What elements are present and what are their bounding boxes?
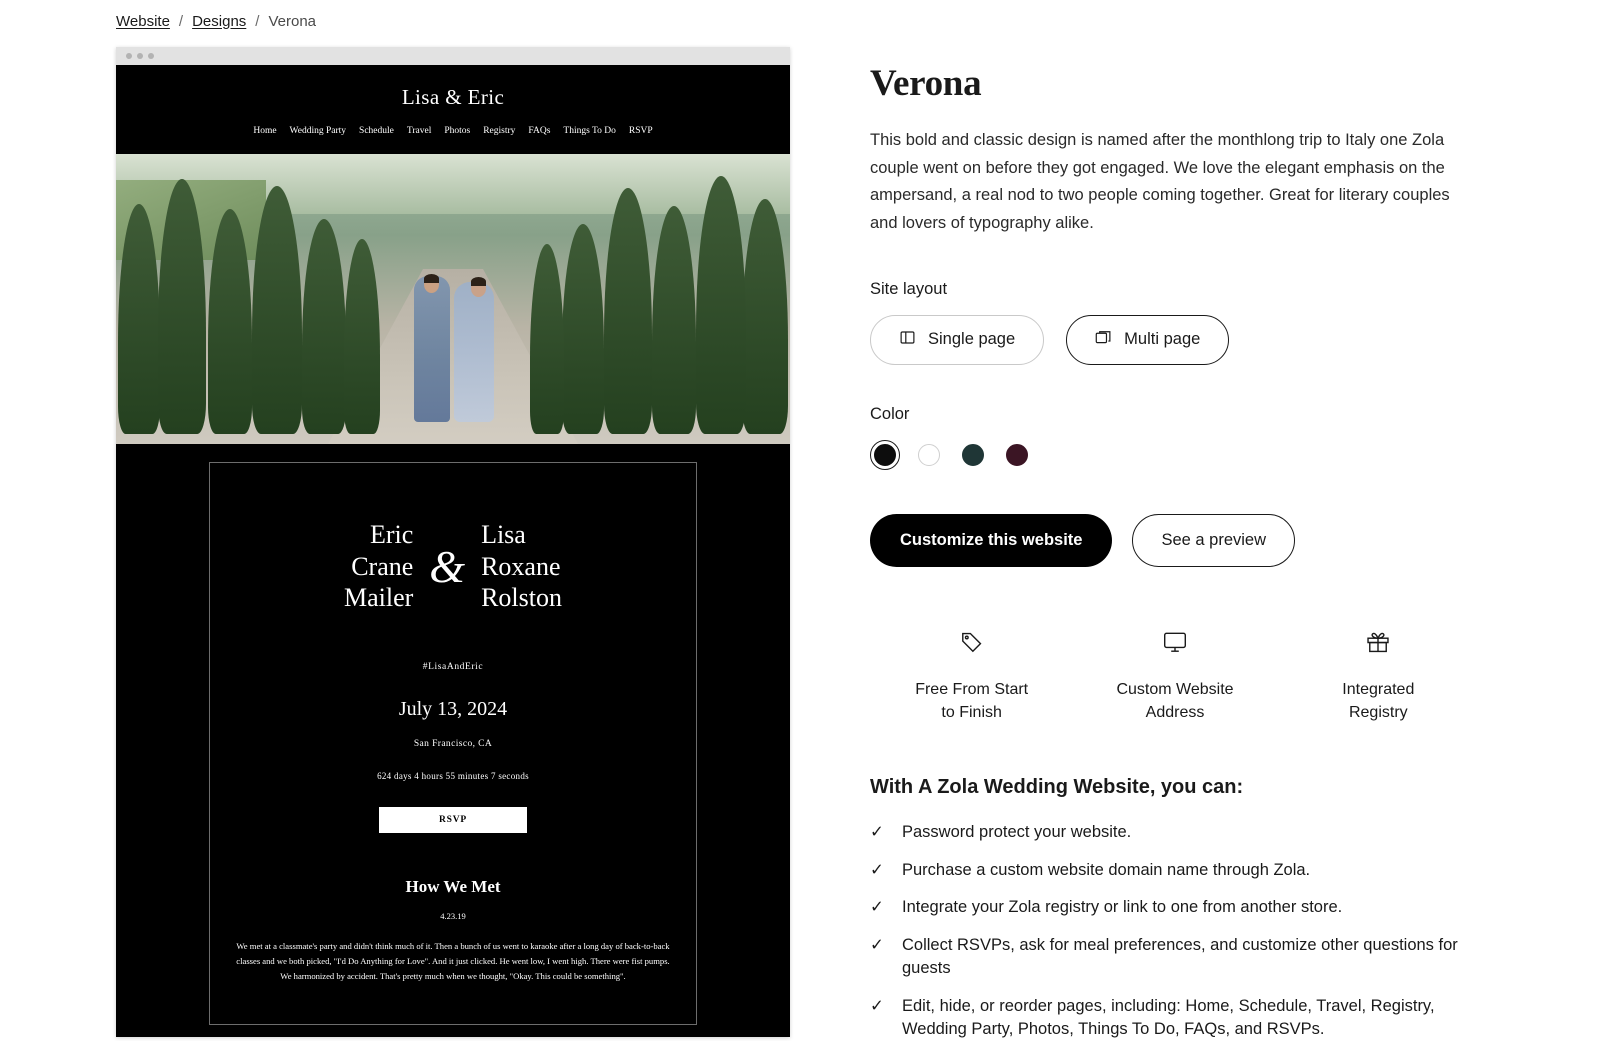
feature-label-line1: Free From Start — [915, 681, 1029, 699]
hero-tree — [652, 206, 696, 434]
benefit-item — [870, 896, 1480, 919]
invite-section-date: 4.23.19 — [440, 911, 466, 922]
feature-label-line1: Integrated — [1342, 681, 1415, 699]
feature-label-line1: Custom Website — [1116, 681, 1234, 699]
breadcrumb-separator: / — [255, 12, 260, 30]
preview-site-header — [116, 65, 790, 154]
see-preview-button[interactable]: See a preview — [1132, 514, 1295, 567]
benefit-text: Purchase a custom website domain name through Zola. — [902, 860, 1311, 879]
color-swatch-dark-teal[interactable] — [958, 440, 988, 470]
invite-date: July 13, 2024 — [398, 698, 508, 721]
layout-option-single-page[interactable] — [870, 315, 1044, 365]
preview-site-title: Lisa & Eric — [401, 85, 505, 109]
invite-hashtag: #LisaAndEric — [422, 662, 484, 673]
preview-site-nav — [116, 126, 790, 142]
hero-tree — [742, 199, 788, 434]
cta-row — [870, 514, 1480, 567]
invite-section-body: We met at a classmate's party and didn't think much of it. Then a bunch of us went to karaoke after a long day of back-to-back classes and we both picked, "I'd Do Anything for Love". And it just clicked. He went low, I went high. There were fist pumps. We harmonized by accident. That's pretty much when we thought, "Okay. This could be something". — [236, 941, 670, 982]
nav-item-photos[interactable]: Photos — [444, 126, 471, 136]
check-icon: ✓ — [870, 996, 884, 1015]
feature-free-from-start — [870, 629, 1073, 725]
nav-item-home[interactable]: Home — [253, 126, 277, 136]
check-icon: ✓ — [870, 860, 884, 879]
nav-item-faqs[interactable]: FAQs — [528, 126, 551, 136]
hero-tree — [302, 219, 346, 434]
breadcrumb-link-website[interactable]: Website — [116, 12, 170, 30]
hero-hair-left — [424, 274, 439, 283]
benefits-list — [870, 821, 1480, 1041]
benefit-text: Password protect your website. — [902, 823, 1132, 842]
layout-option-multi-page[interactable] — [1066, 315, 1229, 365]
single-page-icon — [899, 329, 916, 351]
website-preview[interactable] — [116, 47, 790, 1037]
breadcrumb — [0, 0, 1600, 34]
customize-website-button[interactable]: Customize this website — [870, 514, 1112, 567]
color-label: Color — [870, 404, 910, 423]
benefit-item — [870, 821, 1480, 844]
window-dot-close — [126, 53, 132, 59]
hero-tree — [252, 186, 302, 434]
preview-invite-section — [116, 444, 790, 1025]
color-swatch-plum[interactable] — [1002, 440, 1032, 470]
breadcrumb-link-designs[interactable]: Designs — [192, 12, 247, 30]
monitor-icon — [1073, 629, 1276, 662]
preview-rsvp-button[interactable]: RSVP — [379, 807, 527, 833]
benefit-text: Integrate your Zola registry or link to one from another store. — [902, 898, 1343, 917]
nav-item-things-to-do[interactable]: Things To Do — [563, 126, 616, 136]
benefits-title: With A Zola Wedding Website, you can: — [870, 776, 1244, 799]
hero-hair-right — [471, 277, 486, 286]
feature-label-line2: to Finish — [941, 704, 1002, 722]
feature-custom-website-address — [1073, 629, 1276, 725]
invite-name-left-line2: Crane — [351, 551, 414, 581]
benefit-text: Collect RSVPs, ask for meal preferences, and customize other questions for guests — [902, 935, 1458, 978]
invite-name-left — [344, 519, 413, 614]
invite-card — [209, 462, 697, 1025]
invite-name-left-line3: Mailer — [343, 583, 414, 613]
invite-ampersand: & — [429, 540, 466, 592]
color-swatches — [870, 440, 1480, 470]
features-row — [870, 629, 1480, 725]
hero-couple — [410, 272, 496, 422]
invite-location: San Francisco, CA — [413, 739, 493, 750]
hero-person-left — [414, 276, 450, 422]
content-area — [0, 34, 1600, 1041]
gift-icon — [1277, 629, 1480, 662]
color-swatch-white[interactable] — [914, 440, 944, 470]
invite-name-right-line1: Lisa — [481, 520, 526, 549]
design-description: This bold and classic design is named after the monthlong trip to Italy one Zola couple went on before they got engaged. We love the elegant emphasis on the ampersand, a real nod to two people coming together. Great for literary couples and lovers of typography alike. — [870, 131, 1450, 233]
invite-name-right-line3: Rolston — [481, 583, 562, 613]
breadcrumb-current: Verona — [268, 12, 317, 30]
breadcrumb-separator: / — [178, 12, 184, 30]
multi-page-icon — [1095, 329, 1112, 351]
nav-item-rsvp[interactable]: RSVP — [628, 126, 653, 136]
hero-tree — [344, 239, 380, 434]
preview-hero-photo — [116, 154, 790, 444]
check-icon: ✓ — [870, 898, 884, 917]
layout-option-single-page-label: Single page — [928, 330, 1016, 349]
window-dot-minimize — [137, 53, 143, 59]
preview-column — [0, 34, 790, 1041]
feature-label-line2: Registry — [1348, 704, 1408, 722]
hero-tree — [604, 188, 652, 434]
nav-item-schedule[interactable]: Schedule — [359, 126, 394, 136]
invite-name-left-line1: Eric — [369, 520, 414, 549]
invite-section-title: How We Met — [405, 877, 501, 897]
benefit-item — [870, 934, 1480, 981]
hero-person-right — [454, 282, 494, 422]
browser-chrome-bar — [116, 47, 790, 65]
nav-item-travel[interactable]: Travel — [406, 126, 432, 136]
site-layout-label: Site layout — [870, 279, 948, 298]
color-swatch-black[interactable] — [870, 440, 900, 470]
hero-tree — [562, 224, 604, 434]
invite-countdown: 624 days 4 hours 55 minutes 7 seconds — [377, 771, 529, 782]
check-icon: ✓ — [870, 935, 884, 954]
hero-tree — [530, 244, 564, 434]
invite-name-right-line2: Roxane — [481, 551, 561, 581]
layout-option-multi-page-label: Multi page — [1124, 330, 1201, 349]
invite-name-right — [481, 519, 562, 614]
hero-tree — [696, 176, 746, 434]
tag-icon — [870, 629, 1073, 662]
window-dot-maximize — [148, 53, 154, 59]
detail-column — [790, 34, 1600, 1041]
benefit-item — [870, 995, 1480, 1041]
nav-item-registry[interactable]: Registry — [483, 126, 516, 136]
nav-item-wedding-party[interactable]: Wedding Party — [289, 126, 347, 136]
benefit-item — [870, 859, 1480, 882]
check-icon: ✓ — [870, 823, 884, 842]
invite-names — [210, 519, 696, 614]
feature-integrated-registry — [1277, 629, 1480, 725]
site-layout-options — [870, 315, 1480, 365]
feature-label-line2: Address — [1145, 704, 1205, 722]
benefit-text: Edit, hide, or reorder pages, including: Home, Schedule, Travel, Registry, Wedding Party, Photos, Things To Do, FAQs, and RSVPs. — [902, 996, 1435, 1038]
page-title: Verona — [870, 63, 982, 104]
